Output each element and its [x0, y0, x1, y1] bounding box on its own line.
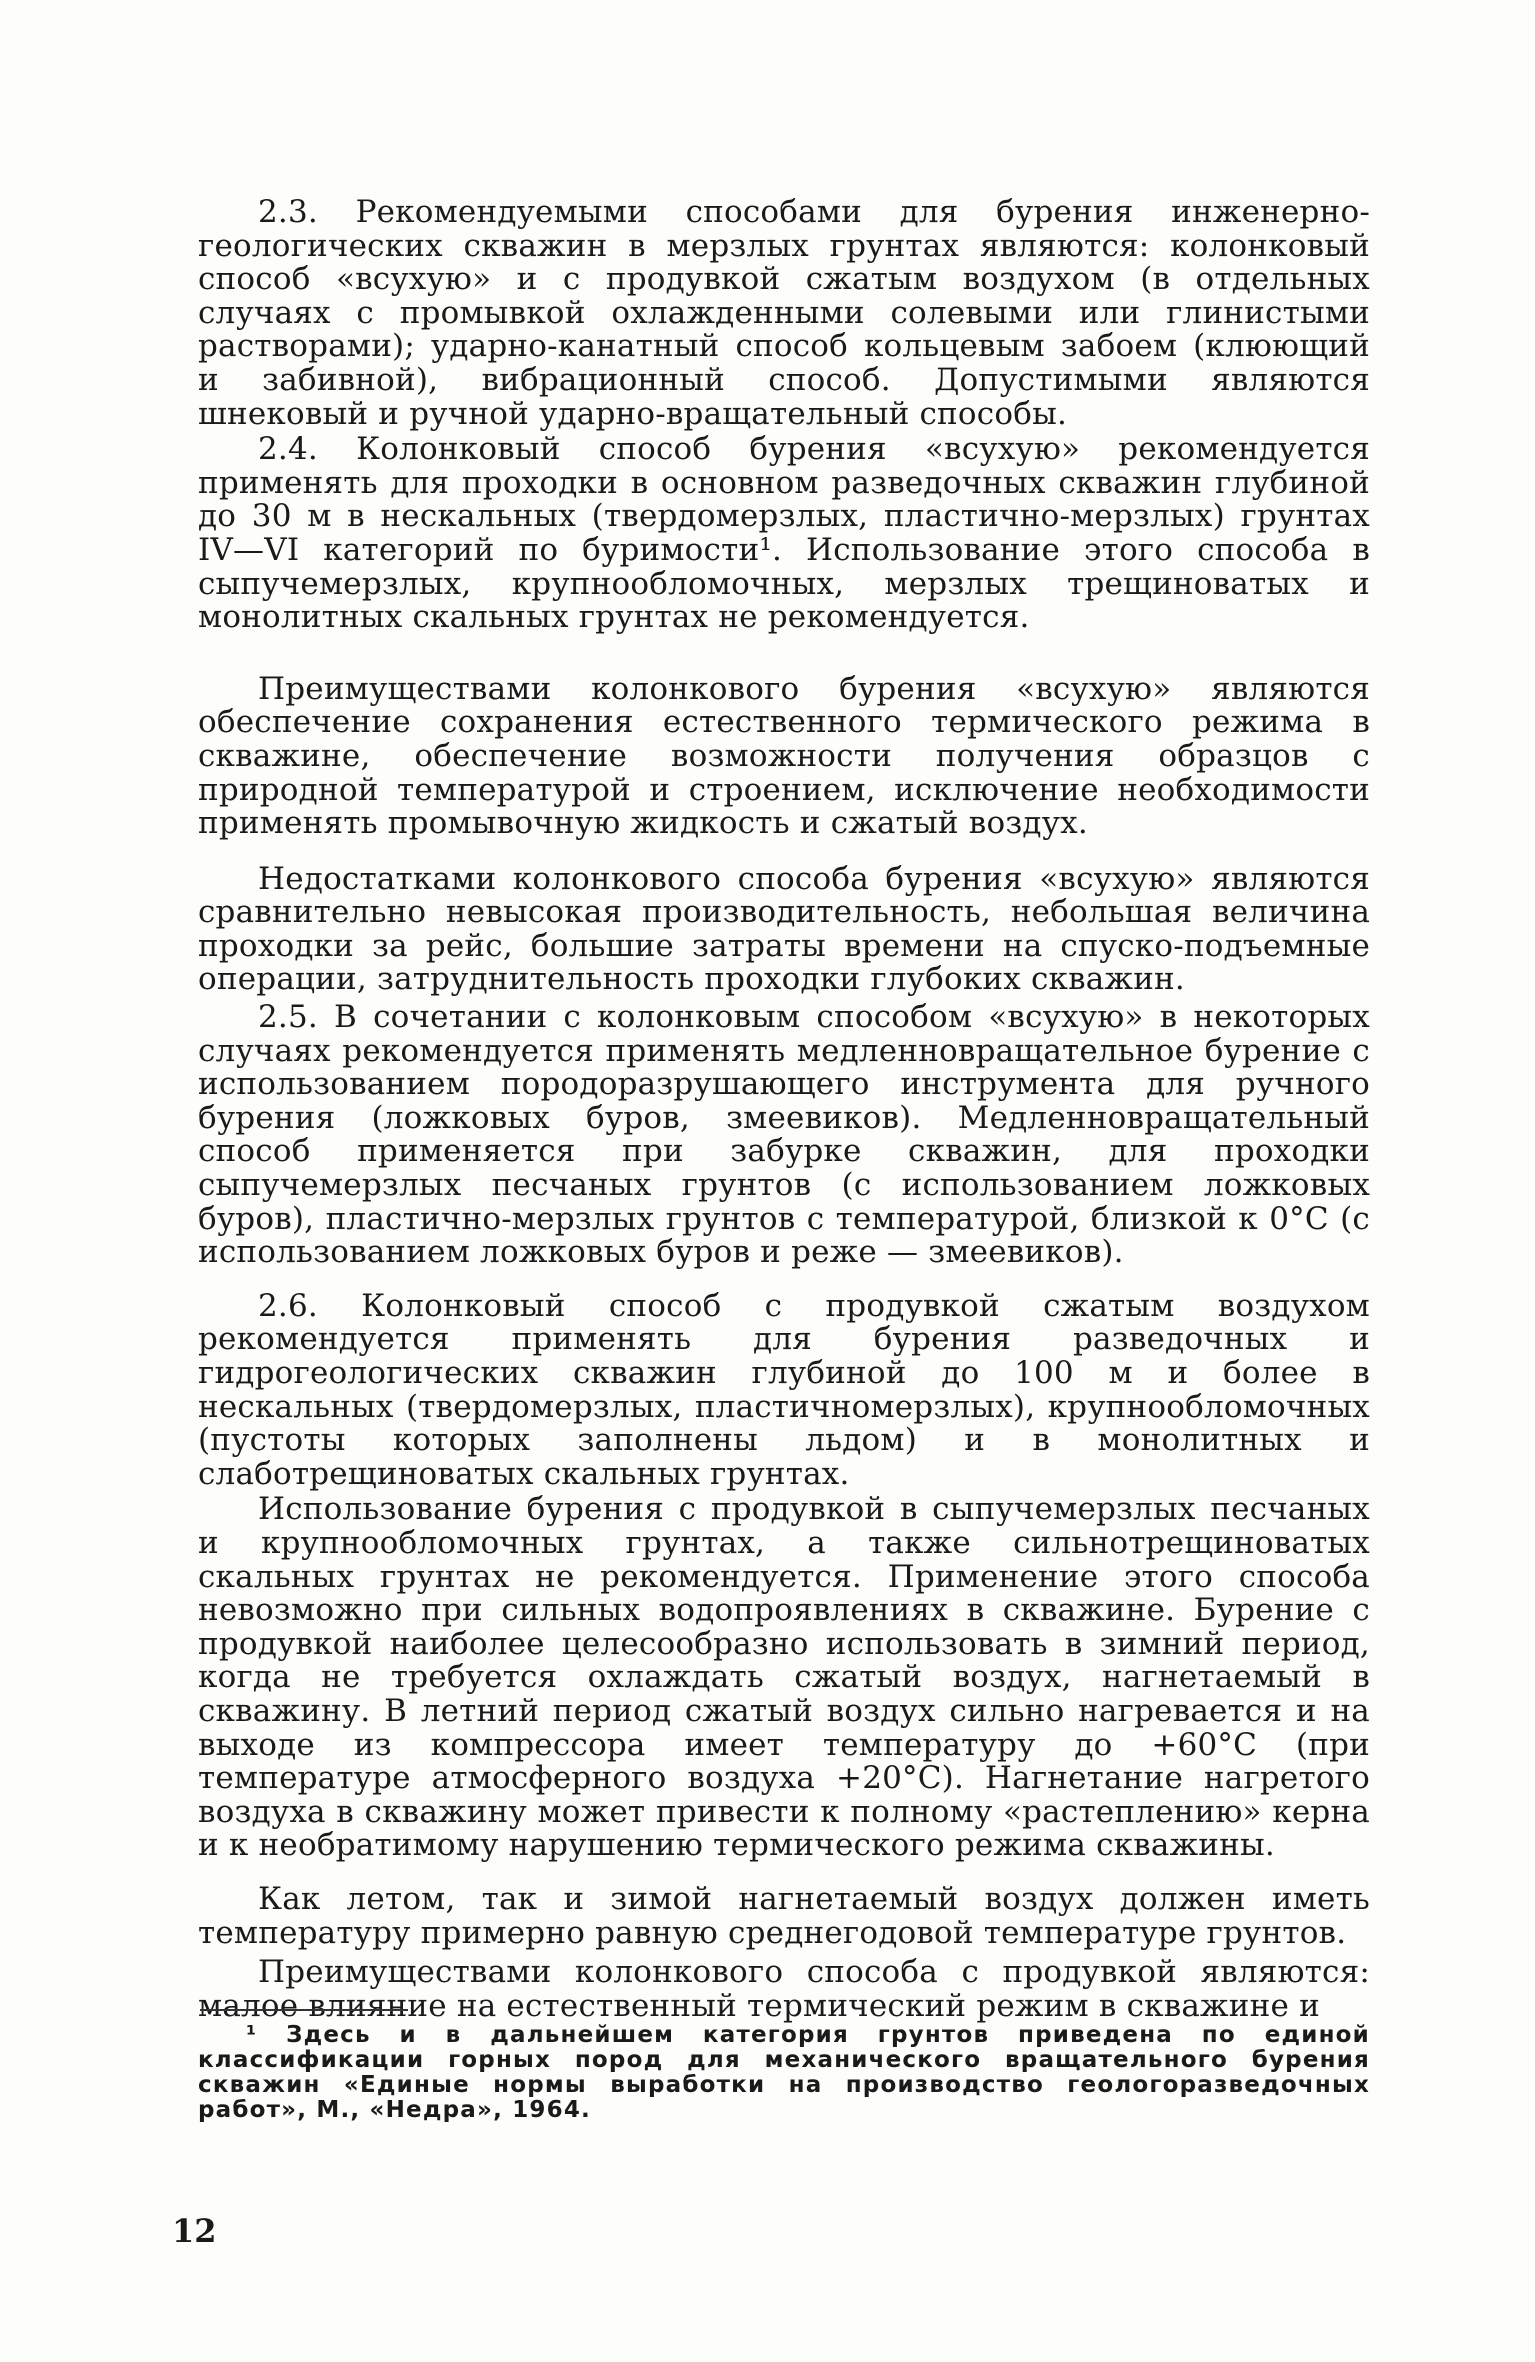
paragraph-2-5: 2.5. В сочетании с колонковым способом «всухую» в некоторых случаях рекомендуется применять медленновращательное бурение с использованием породоразрушающего инструмента для ручного бурения (ложковых буров, змеевиков). Медленновращательный способ применяется при забурке скважин, для проходки сыпучемерзлых песчаных грунтов (с использованием ложковых буров), пластично-мерзлых грунтов с температурой, близкой к 0°С (с использованием ложковых буров и реже — змеевиков). [198, 999, 1370, 1271]
paragraph-advantages-dry: Преимуществами колонкового бурения «всухую» являются обеспечение сохранения естественного термического режима в скважине, обеспечение возможности получения образцов с природной температурой и строением, исключение необходимости применять промывочную жидкость и сжатый воздух. [198, 670, 1370, 842]
paragraph-2-6: 2.6. Колонковый способ с продувкой сжатым воздухом рекомендуется применять для бурения разведочных и гидрогеологических скважин глубиной до 100 м и более в нескальных (твердомерзлых, пластичномерзлых), крупнообломочных (пустоты которых заполнены льдом) и в монолитных и слаботрещиноватых скальных грунтах. [198, 1287, 1370, 1492]
footnote-divider [200, 2009, 408, 2011]
paragraph-2-3: 2.3. Рекомендуемыми способами для бурения инженерно-геологических скважин в мерзлых грунтах являются: колонковый способ «всухую» и с продувкой сжатым воздухом (в отдельных случаях с промывкой охлажденными солевыми или глинистыми растворами); ударно-канатный способ кольцевым забоем (клюющий и забивной), вибрационный способ. Допустимыми являются шнековый и ручной ударно-вращательный способы. [198, 194, 1370, 432]
footnote: ¹ Здесь и в дальнейшем категория грунтов приведена по единой классификации горных пород для механического вращательного бурения скважин «Единые нормы выработки на производство геологоразведочных работ», М., «Недра», 1964. [198, 2022, 1370, 2123]
page-number: 12 [172, 2212, 217, 2250]
paragraph-disadvantages-dry: Недостатками колонкового способа бурения «всухую» являются сравнительно невысокая производительность, небольшая величина проходки за рейс, большие затраты времени на спуско-подъемные операции, затруднительность проходки глубоких скважин. [198, 860, 1370, 998]
paragraph-2-4: 2.4. Колонковый способ бурения «всухую» рекомендуется применять для проходки в основном разведочных скважин глубиной до 30 м в нескальных (твердомерзлых, пластично-мерзлых) грунтах IV—VI категорий по буримости¹. Использование этого способа в сыпучемерзлых, крупнообломочных, мерзлых трещиноватых и монолитных скальных грунтах не рекомендуется. [198, 431, 1370, 636]
paragraph-blowing-usage: Использование бурения с продувкой в сыпучемерзлых песчаных и крупнообломочных грунтах, а также сильнотрещиноватых скальных грунтах не рекомендуется. Применение этого способа невозможно при сильных водопроявлениях в скважине. Бурение с продувкой наиболее целесообразно использовать в зимний период, когда не требуется охлаждать сжатый воздух, нагнетаемый в скважину. В летний период сжатый воздух сильно нагревается и на выходе из компрессора имеет температуру до +60°С (при температуре атмосферного воздуха +20°С). Нагнетание нагретого воздуха в скважину может привести к полному «растеплению» керна и к необратимому нарушению термического режима скважины. [198, 1491, 1370, 1864]
paragraph-air-temperature: Как летом, так и зимой нагнетаемый воздух должен иметь температуру примерно равную среднегодовой температуре грунтов. [198, 1880, 1370, 1951]
body-text [198, 196, 1370, 2023]
paragraph-advantages-blowing: Преимуществами колонкового способа с продувкой являются: малое влияние на естественный термический режим в скважине и [198, 1954, 1370, 2024]
